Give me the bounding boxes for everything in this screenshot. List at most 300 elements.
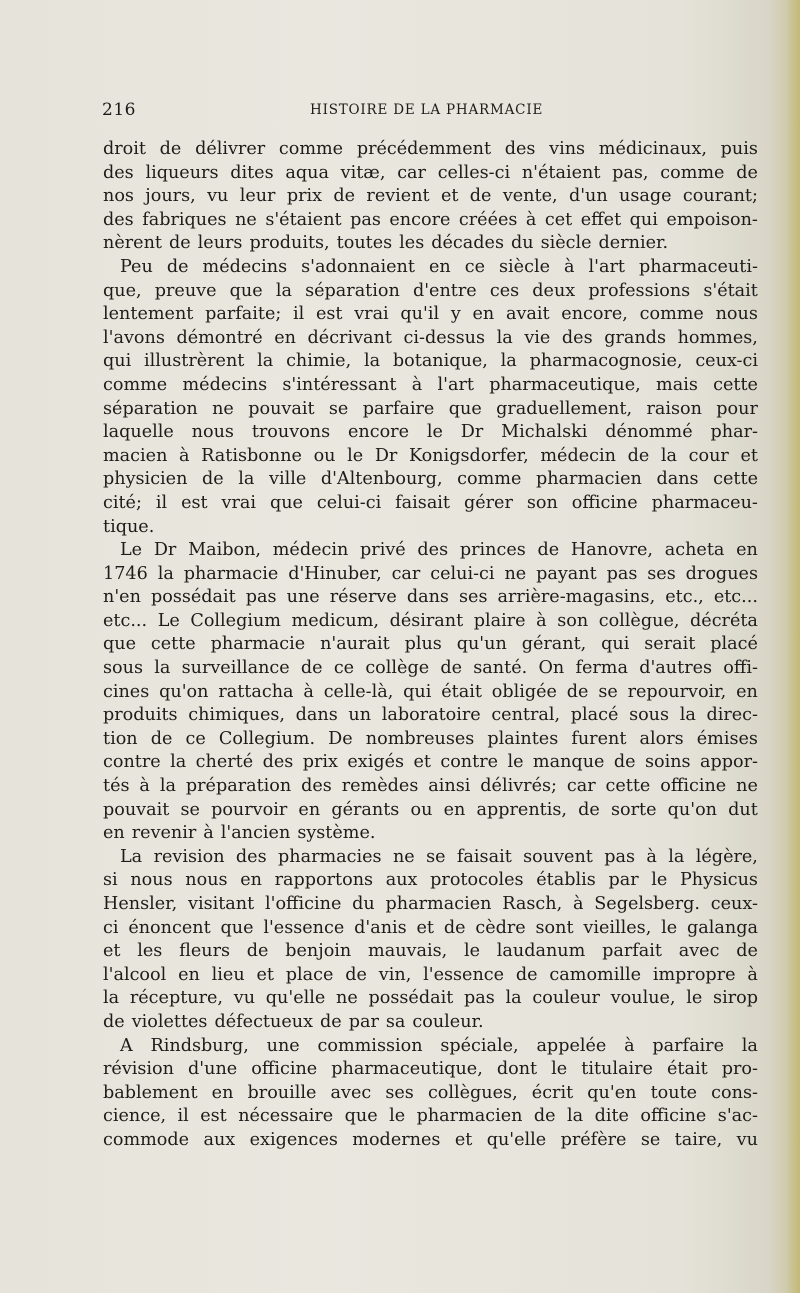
word: la (275, 280, 292, 301)
word: placé (710, 634, 758, 655)
word: de (320, 1011, 342, 1032)
word: spéciale, (440, 1035, 519, 1056)
word: Dr (153, 540, 177, 561)
word: s'ac- (717, 1106, 758, 1127)
word: Ratisbonne (201, 445, 302, 466)
text-line (103, 280, 758, 304)
word: souvent (523, 846, 593, 867)
word: nous (130, 870, 173, 891)
word: et (740, 445, 758, 466)
word: s'adonnaient (301, 256, 415, 277)
word: pharmaceuti- (638, 256, 758, 277)
word: décrivant (307, 327, 392, 348)
word: gérants (331, 799, 400, 820)
word: visitant (188, 894, 255, 914)
word: pharmacognosie, (529, 351, 683, 372)
word: de (515, 964, 538, 985)
word: grands (604, 327, 666, 348)
word: aux (385, 870, 418, 891)
word: On (538, 658, 565, 679)
word: la (363, 351, 381, 372)
word: ceux-ci (695, 351, 758, 372)
word: pharmacien (535, 469, 642, 490)
word: leurs (197, 233, 243, 254)
word: contre (103, 752, 161, 773)
word: séparation (103, 398, 198, 419)
word: produits, (249, 233, 330, 254)
word: des (103, 162, 134, 183)
word: revenir (131, 823, 197, 844)
word: A (120, 1035, 133, 1056)
word: séparation (305, 280, 400, 301)
text-line (103, 775, 758, 799)
word: de (537, 540, 560, 561)
word: créées (458, 209, 518, 230)
word: apprentis, (476, 799, 567, 820)
word: à (747, 964, 758, 985)
word: comme (639, 304, 704, 325)
word: décréta (690, 610, 758, 631)
word: ville (269, 469, 307, 490)
text-line (103, 138, 758, 162)
text-line (103, 987, 758, 1011)
word: médecins (202, 256, 288, 277)
word: la (500, 351, 517, 372)
word: et (413, 752, 431, 773)
word: préfère (560, 1129, 627, 1150)
word: avait (505, 304, 550, 325)
word: tique. (103, 516, 155, 537)
word: couleur (532, 988, 600, 1009)
word: émises (696, 728, 758, 749)
body-text (103, 138, 758, 1153)
word: cines (103, 681, 150, 702)
word: réserve (329, 587, 397, 608)
word: tés (103, 776, 130, 797)
word: cité; (103, 492, 142, 513)
word: délivrer (195, 139, 266, 159)
word: ces (489, 280, 520, 301)
word: s'était (703, 280, 758, 301)
word: repourvoir, (627, 681, 727, 702)
word: de (443, 917, 466, 938)
text-line (103, 704, 758, 728)
word: trouvons (251, 422, 331, 443)
word: système. (297, 823, 376, 844)
word: ci (103, 917, 119, 938)
word: qu'on (159, 681, 209, 702)
text-line (103, 185, 758, 209)
text-line (103, 917, 758, 941)
word: la (567, 1106, 584, 1127)
word: droit (103, 139, 146, 159)
word: vu (233, 988, 256, 1009)
word: vrai (221, 492, 256, 513)
word: de (578, 799, 600, 820)
word: collègues, (427, 1082, 518, 1103)
word: dite (594, 1106, 629, 1127)
word: pas (245, 587, 277, 608)
word: laquelle (103, 422, 174, 443)
word: etc... (713, 587, 758, 608)
word: Dr (374, 445, 398, 466)
word: précédemment (356, 139, 492, 159)
word: d'autres (639, 658, 713, 679)
text-line (103, 327, 758, 351)
text-line (103, 657, 758, 681)
text-line (103, 728, 758, 752)
word: en (274, 327, 296, 348)
word: laboratoire (381, 705, 481, 726)
word: son (526, 492, 558, 513)
word: mauvais, (368, 941, 448, 962)
word: à (179, 445, 190, 466)
word: usage (619, 186, 672, 207)
word: possédait (150, 587, 236, 608)
word: illustrèrent (144, 351, 245, 372)
page-number: 216 (102, 100, 136, 120)
word: à (411, 374, 423, 395)
word: la (170, 752, 187, 773)
word: qui (629, 209, 658, 230)
word: d'Hinuber, (288, 563, 382, 584)
word: commission (317, 1035, 423, 1056)
word: benjoin (285, 941, 352, 962)
word: d'entre (412, 280, 477, 301)
word: rapportons (274, 870, 374, 891)
word: pharmacien (385, 894, 492, 914)
word: celles-ci (437, 162, 511, 183)
word: la (496, 327, 513, 348)
word: la (103, 988, 120, 1009)
word: ses (647, 563, 676, 584)
word: direc- (706, 705, 758, 726)
word: à (525, 209, 537, 230)
word: et (440, 186, 459, 207)
word: avec (678, 941, 720, 962)
word: des (103, 209, 134, 230)
word: du (352, 894, 375, 914)
word: pharmacien (416, 1106, 523, 1127)
word: car (566, 776, 596, 797)
word: faisait (395, 492, 450, 513)
word: des (417, 540, 449, 561)
text-line (103, 1035, 758, 1059)
word: désirant (389, 610, 464, 631)
word: vieilles, (583, 917, 652, 938)
word: le (661, 917, 678, 938)
word: révision (103, 1059, 174, 1080)
word: Le (157, 610, 180, 631)
word: qu'elle (486, 1129, 547, 1150)
word: dut (728, 799, 758, 820)
word: Hensler, (103, 894, 178, 914)
word: exigés (347, 752, 405, 773)
word: cons- (711, 1082, 758, 1103)
word: que (269, 492, 303, 513)
word: ne (336, 988, 358, 1009)
word: nous (185, 870, 228, 891)
word: l'alcool (103, 964, 167, 985)
word: ses (459, 587, 488, 608)
word: y (450, 304, 461, 325)
word: médecin (272, 540, 349, 561)
word: furent (571, 728, 627, 749)
word: et (256, 964, 274, 985)
word: par (608, 870, 639, 891)
word: parfaire (652, 1035, 725, 1056)
word: le (686, 988, 703, 1009)
word: protocoles (430, 870, 524, 891)
word: violettes (131, 1011, 208, 1032)
word: les (137, 941, 163, 962)
word: à (646, 846, 657, 867)
word: que, (103, 280, 142, 301)
word: cet (544, 209, 573, 230)
word: en (736, 540, 758, 561)
text-line (103, 492, 758, 516)
word: officine (571, 492, 638, 513)
word: courant; (682, 186, 758, 207)
text-line (103, 1105, 758, 1129)
word: à (303, 681, 314, 702)
word: qui (601, 634, 630, 655)
word: se (640, 1129, 661, 1150)
word: l'ancien (220, 823, 291, 844)
word: pharmacies (278, 846, 382, 867)
word: comme (103, 374, 168, 395)
text-line (103, 539, 758, 563)
word: arrière-magasins, (497, 587, 656, 608)
word: vrai (354, 304, 389, 325)
word: le (551, 1059, 568, 1080)
text-line (103, 421, 758, 445)
word: d'anis (354, 917, 407, 938)
running-title: HISTOIRE DE LA PHARMACIE (310, 102, 544, 118)
word: siècle (499, 256, 550, 277)
word: en (298, 799, 321, 820)
word: botanique, (392, 351, 488, 372)
word: qu'on (667, 799, 718, 820)
word: possédait (368, 988, 454, 1009)
word: de (566, 681, 589, 702)
word: nèrent (103, 233, 162, 254)
word: raison (646, 398, 702, 419)
word: ses (385, 1082, 414, 1103)
word: le (426, 422, 443, 443)
word: que (344, 1106, 378, 1127)
text-line (103, 964, 758, 988)
word: prix (286, 186, 323, 207)
word: officine (251, 1059, 318, 1080)
text-line (103, 563, 758, 587)
text-line (103, 586, 758, 610)
word: officine (640, 1106, 707, 1127)
word: cette (713, 469, 758, 490)
word: l'essence (423, 964, 505, 985)
word: de (159, 139, 182, 159)
word: princes (459, 540, 526, 561)
word: central, (491, 705, 561, 726)
word: appor- (700, 752, 758, 773)
word: professions (588, 280, 691, 301)
word: à (139, 776, 150, 797)
word: que (103, 634, 137, 655)
word: phar- (710, 422, 758, 443)
word: qui (103, 351, 132, 372)
word: toutes (336, 233, 393, 254)
text-line (103, 398, 758, 422)
word: vente, (502, 186, 558, 207)
word: le (651, 870, 668, 891)
word: vie (524, 327, 551, 348)
word: etc., (665, 587, 704, 608)
word: pouvait (248, 398, 315, 419)
word: prix (302, 752, 338, 773)
word: bablement (103, 1082, 198, 1103)
word: titulaire (581, 1059, 653, 1080)
word: fabriques (142, 209, 227, 230)
word: car (391, 563, 421, 584)
word: nos (103, 186, 134, 207)
word: ne (504, 563, 527, 584)
word: camomille (549, 964, 642, 985)
text-line (103, 1082, 758, 1106)
word: Collegium (190, 610, 281, 631)
word: des (301, 776, 332, 797)
word: pas (464, 988, 495, 1009)
text-line (103, 232, 758, 256)
word: la (668, 846, 685, 867)
word: encore (389, 209, 451, 230)
word: de (613, 752, 636, 773)
word: cience, (103, 1106, 167, 1127)
word: de (168, 233, 191, 254)
word: graduellement, (496, 398, 633, 419)
word: pas (350, 209, 381, 230)
word: la (679, 705, 696, 726)
word: qui (403, 681, 432, 702)
word: se (598, 681, 618, 702)
word: qu'elle (265, 988, 326, 1009)
word: dernier. (598, 233, 669, 254)
word: de (736, 162, 758, 183)
word: pharmaceutique, (489, 374, 641, 395)
word: toute (650, 1082, 698, 1103)
word: médecin (540, 445, 616, 466)
word: collège (365, 658, 430, 679)
word: l'avons (103, 327, 165, 348)
word: des (235, 846, 267, 867)
word: dans (295, 705, 338, 726)
word: celle-là, (323, 681, 394, 702)
word: ferma (575, 658, 628, 679)
word: De (328, 728, 353, 749)
word: de (627, 445, 650, 466)
word: fleurs (179, 941, 231, 962)
word: se (426, 846, 446, 867)
word: ce (333, 658, 355, 679)
word: parfaite; (205, 304, 282, 325)
word: cherté (195, 752, 254, 773)
word: hommes, (677, 327, 758, 348)
word: le (347, 445, 364, 466)
word: sorte (610, 799, 657, 820)
word: en (443, 799, 466, 820)
word: gérant, (521, 634, 587, 655)
word: pharmacie (210, 634, 306, 655)
word: sa (385, 1011, 406, 1032)
word: de (300, 658, 323, 679)
word: qu'il (400, 304, 440, 325)
word: preuve (154, 280, 217, 301)
word: est (181, 492, 208, 513)
word: nous (715, 304, 758, 325)
word: medicum, (291, 610, 379, 631)
word: à (572, 894, 584, 914)
word: comme (278, 139, 344, 159)
word: sous (629, 705, 670, 726)
text-line (103, 350, 758, 374)
word: était (441, 681, 482, 702)
word: pharmaceu- (651, 492, 758, 513)
word: en (428, 256, 451, 277)
word: à (536, 610, 547, 631)
text-line (103, 799, 758, 823)
word: ainsi (428, 776, 471, 797)
word: brouille (247, 1082, 317, 1103)
running-head (102, 100, 760, 122)
word: ce (464, 256, 486, 277)
word: manque (532, 752, 605, 773)
word: démontré (176, 327, 263, 348)
word: revision (153, 846, 225, 867)
word: et (103, 941, 121, 962)
word: faisait (456, 846, 512, 867)
text-line (103, 940, 758, 964)
word: rattacha (218, 681, 294, 702)
word: commode (103, 1129, 190, 1150)
word: cette (605, 776, 651, 797)
word: Peu (120, 256, 153, 277)
word: aqua (285, 162, 329, 183)
word: un (348, 705, 372, 726)
word: etc... (103, 610, 148, 631)
word: physicien (103, 469, 188, 490)
text-line (103, 681, 758, 705)
word: sirop (713, 988, 758, 1009)
word: défectueux (214, 1011, 313, 1032)
text-line (103, 209, 758, 233)
word: celui-ci (316, 492, 382, 513)
word: n'en (103, 587, 141, 608)
word: vu (207, 186, 229, 207)
word: médicinaux, (598, 139, 707, 159)
page-edge-shadow (786, 0, 800, 1293)
word: produits (103, 705, 178, 726)
word: ne (212, 398, 234, 419)
word: ou (410, 799, 433, 820)
word: une (286, 587, 320, 608)
word: à (203, 823, 214, 844)
word: pas (604, 846, 636, 867)
word: Konigsdorfer, (408, 445, 529, 466)
word: la (154, 658, 171, 679)
word: une (266, 1035, 300, 1056)
word: dites (230, 162, 274, 183)
word: légère, (695, 846, 758, 867)
word: lieu (211, 964, 245, 985)
